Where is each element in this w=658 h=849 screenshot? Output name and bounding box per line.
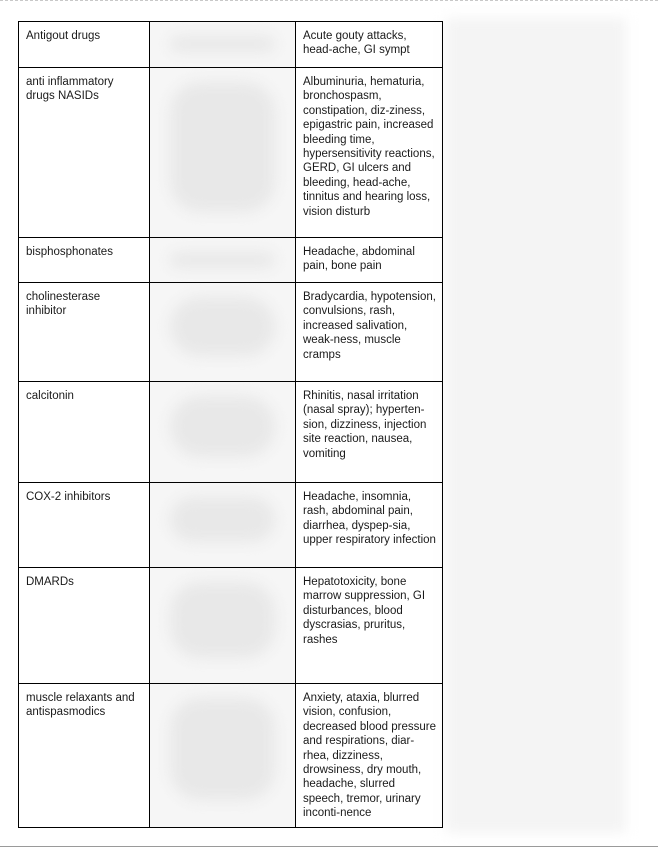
drug-class-label: bisphosphonates	[26, 246, 113, 258]
blurred-content	[170, 698, 275, 800]
blurred-cell	[150, 568, 296, 684]
blurred-content	[170, 36, 275, 52]
blurred-content	[170, 82, 275, 212]
blurred-right-column	[446, 18, 626, 833]
table-row	[19, 382, 443, 483]
drug-class-label: COX-2 inhibitors	[26, 491, 111, 503]
table-row	[19, 238, 443, 283]
side-effects-text: Hepatotoxicity, bone marrow suppression, GI disturbances, blood dyscrasias, pruritus, rashes	[303, 576, 426, 646]
blurred-cell	[150, 22, 296, 68]
table-row	[19, 568, 443, 684]
side-effects-cell	[296, 382, 443, 483]
side-effects-cell	[296, 568, 443, 684]
blurred-cell	[150, 382, 296, 483]
table-row	[19, 68, 443, 238]
drug-side-effects-table	[18, 21, 443, 828]
table-row	[19, 22, 443, 68]
blurred-cell	[150, 68, 296, 238]
side-effects-cell	[296, 238, 443, 283]
blurred-cell	[150, 283, 296, 382]
blurred-content	[170, 297, 275, 356]
drug-class-cell	[19, 238, 150, 283]
table-row	[19, 483, 443, 568]
drug-class-label: cholinesterase inhibitor	[26, 291, 101, 318]
page-bottom-edge	[0, 846, 658, 847]
table-row	[19, 684, 443, 828]
side-effects-cell	[296, 483, 443, 568]
side-effects-cell	[296, 684, 443, 828]
side-effects-cell	[296, 22, 443, 68]
side-effects-text: Albuminuria, hematuria, bronchospasm, constipation, diz-ziness, epigastric pain, increased bleeding time, hypersensitivity reactions, GERD, GI ulcers and bleeding, head-ache, tinnitus and hearing loss, vision disturb	[303, 76, 435, 218]
drug-class-label: DMARDs	[26, 576, 74, 588]
side-effects-text: Headache, abdominal pain, bone pain	[303, 246, 415, 273]
blurred-content	[170, 396, 275, 457]
side-effects-text: Headache, insomnia, rash, abdominal pain, diarrhea, dyspep-sia, upper respiratory infection	[303, 491, 436, 547]
blurred-cell	[150, 684, 296, 828]
blurred-cell	[150, 238, 296, 283]
side-effects-text: Bradycardia, hypotension, convulsions, rash, increased salivation, weak-ness, muscle cramps	[303, 291, 436, 361]
blurred-cell	[150, 483, 296, 568]
side-effects-cell	[296, 283, 443, 382]
side-effects-text: Acute gouty attacks, head-ache, GI sympt	[303, 30, 410, 57]
side-effects-text: Anxiety, ataxia, blurred vision, confusion, decreased blood pressure and respirations, diar-rhea, dizziness, drowsiness, dry mouth, headache, slurred speech, tremor, urinary inconti-nence	[303, 692, 436, 820]
drug-class-label: muscle relaxants and antispasmodics	[26, 692, 135, 719]
blurred-content	[170, 582, 275, 658]
drug-class-label: Antigout drugs	[26, 30, 101, 42]
drug-class-cell	[19, 283, 150, 382]
drug-class-label: calcitonin	[26, 390, 74, 402]
drug-class-label: anti inflammatory drugs NASIDs	[26, 76, 114, 103]
page-top-edge	[0, 0, 658, 3]
drug-class-cell	[19, 382, 150, 483]
blurred-content	[170, 497, 275, 542]
side-effects-text: Rhinitis, nasal irritation (nasal spray); hyperten-sion, dizziness, injection site reaction, nausea, vomiting	[303, 390, 427, 460]
drug-class-cell	[19, 568, 150, 684]
drug-class-cell	[19, 684, 150, 828]
drug-class-cell	[19, 483, 150, 568]
side-effects-cell	[296, 68, 443, 238]
table-row	[19, 283, 443, 382]
drug-class-cell	[19, 22, 150, 68]
drug-class-cell	[19, 68, 150, 238]
blurred-content	[170, 252, 275, 268]
